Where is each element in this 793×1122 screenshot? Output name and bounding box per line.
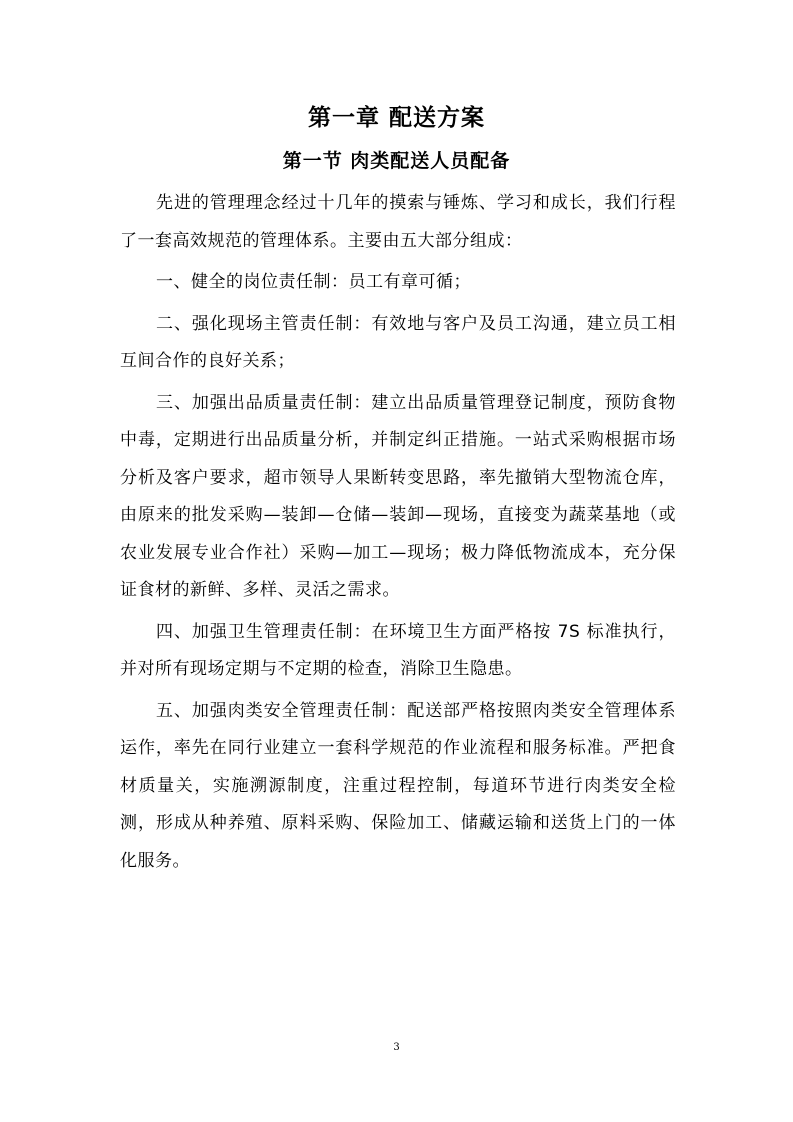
paragraph-item-4: 四、加强卫生管理责任制：在环境卫生方面严格按 7S 标准执行，并对所有现场定期与不定期的检查，消除卫生隐患。: [120, 621, 676, 679]
paragraph-item-2: 二、强化现场主管责任制：有效地与客户及员工沟通，建立员工相互间合作的良好关系；: [120, 313, 676, 371]
chapter-title: 第一章 配送方案: [307, 105, 485, 131]
paragraph-item-1: 一、健全的岗位责任制：员工有章可循；: [156, 272, 471, 292]
section-title: 第一节 肉类配送人员配备: [282, 150, 511, 172]
page-number: 3: [393, 1042, 400, 1053]
paragraph-intro: 先进的管理理念经过十几年的摸索与锤炼、学习和成长，我们行程了一套高效规范的管理体系。主要由五大部分组成：: [120, 193, 676, 251]
paragraph-item-3: 三、加强出品质量责任制：建立出品质量管理登记制度，预防食物中毒，定期进行出品质量分析，并制定纠正措施。一站式采购根据市场分析及客户要求，超市领导人果断转变思路，率先撤销大型物流仓库，由原来的批发采购—装卸—仓储—装卸—现场，直接变为蔬菜基地（或农业发展专业合作社）采购—加工—现场；极力降低物流成本，充分保证食材的新鲜、多样、灵活之需求。: [120, 392, 676, 600]
paragraph-item-5: 五、加强肉类安全管理责任制：配送部严格按照肉类安全管理体系运作，率先在同行业建立一套科学规范的作业流程和服务标准。严把食材质量关，实施溯源制度，注重过程控制，每道环节进行肉类安全检测，形成从种养殖、原料采购、保险加工、储藏运输和送货上门的一体化服务。: [120, 700, 676, 871]
body-text: [120, 185, 676, 884]
